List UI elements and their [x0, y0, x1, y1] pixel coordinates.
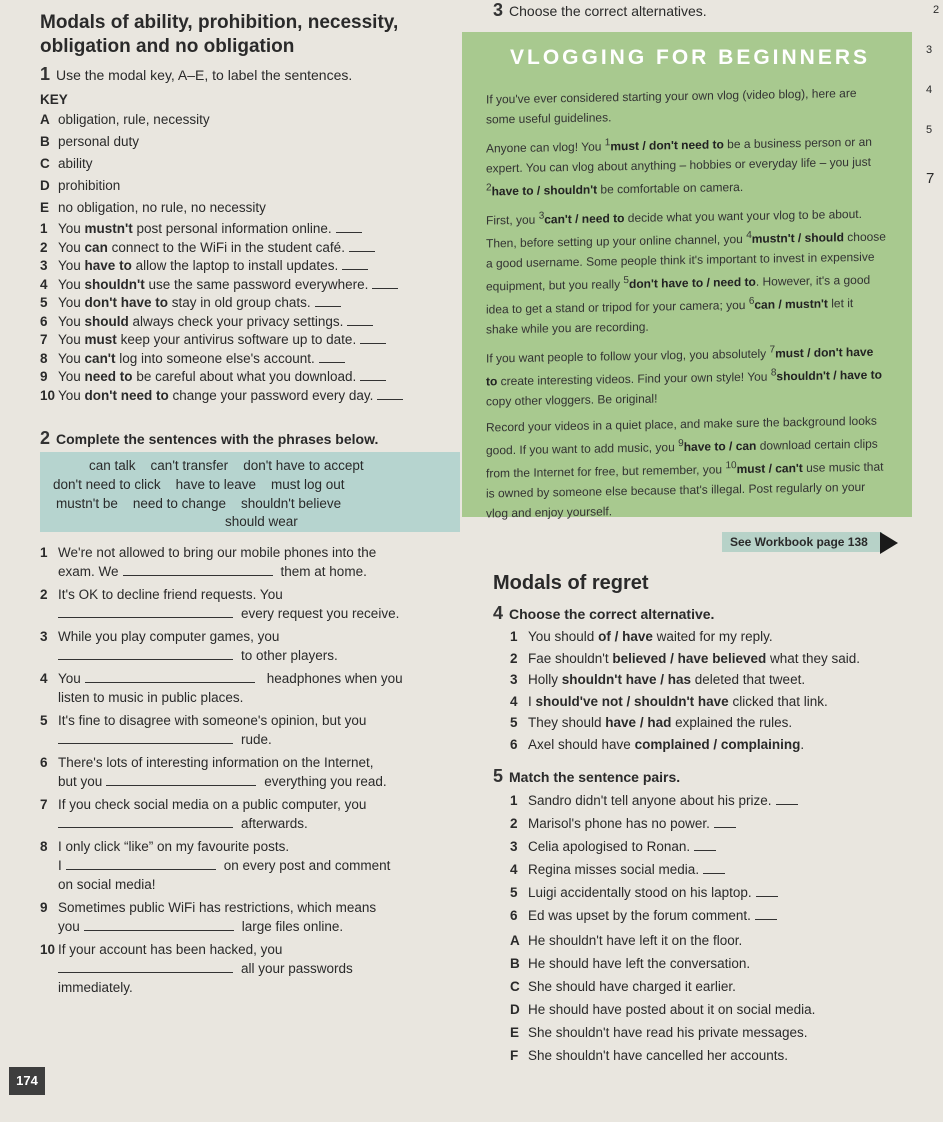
item-number: 7	[40, 332, 48, 347]
ex4-item	[510, 629, 860, 651]
item-number: 2	[40, 587, 48, 602]
answer-blank[interactable]	[360, 380, 386, 381]
phrase: should wear	[225, 514, 298, 529]
key-item	[40, 178, 266, 200]
phrase: mustn't be	[56, 496, 118, 511]
answer-text: She should have charged it earlier.	[528, 979, 736, 994]
item-modal: need to	[84, 369, 133, 384]
ex4-instruction-text: Choose the correct alternative.	[509, 606, 715, 622]
item-text: what they said.	[766, 650, 861, 666]
alternative-choice[interactable]: of / have	[598, 629, 653, 644]
item-text: I	[58, 858, 62, 873]
blog-paragraph-1: If you've ever considered starting your own vlog (video blog), here are some useful guidelines.	[486, 86, 857, 127]
item-number: 9	[40, 900, 48, 915]
blog-paragraph-5	[486, 411, 886, 524]
ex5-item	[510, 862, 798, 885]
item-text: They should	[528, 715, 606, 730]
item-text: log into someone else's account.	[115, 350, 315, 366]
ex1-item	[40, 258, 460, 277]
phrase: can't transfer	[150, 458, 229, 473]
item-text: all your passwords	[241, 961, 353, 976]
ex5-number: 5	[493, 766, 504, 786]
answer-blank[interactable]	[123, 575, 273, 576]
item-text: them at home.	[280, 564, 367, 579]
item-number: 3	[40, 629, 48, 644]
ex1-item	[40, 221, 460, 240]
ex5-heading	[493, 766, 680, 787]
text: use music that is owned by someone else because that's illegal. Post regularly on your vlog and enjoy yourself.	[486, 459, 884, 521]
alternative-1[interactable]: must / don't need to	[610, 137, 724, 154]
ex5-instruction-text: Match the sentence pairs.	[509, 769, 681, 785]
answer-blank[interactable]	[377, 399, 403, 400]
ex5-item	[510, 839, 798, 862]
phrase: don't need to click	[53, 477, 161, 492]
answer-blank[interactable]	[347, 325, 373, 326]
ex1-item	[40, 351, 460, 370]
item-number: 1	[40, 221, 48, 236]
item-number: 4	[40, 276, 48, 292]
item-text: Sometimes public WiFi has restrictions, which means	[58, 900, 377, 915]
item-modal: mustn't	[84, 221, 133, 236]
item-modal: have to	[84, 258, 132, 273]
ex2-heading	[40, 428, 378, 449]
blog-title: VLOGGING FOR BEGINNERS	[510, 46, 871, 69]
phrase: need to change	[132, 496, 226, 511]
ex5-answer	[510, 1048, 815, 1071]
ex1-item	[40, 277, 460, 296]
phrase: shouldn't believe	[240, 496, 342, 511]
phrase: don't have to accept	[243, 458, 364, 473]
item-text: You	[58, 387, 85, 403]
item-text: clicked that link.	[728, 693, 828, 709]
item-text: explained the rules.	[671, 715, 793, 730]
text: copy other vloggers. Be original!	[486, 391, 658, 409]
ex2-item	[40, 942, 460, 999]
item-text: every request you receive.	[241, 606, 400, 621]
answer-blank[interactable]	[58, 617, 233, 618]
alternative-3[interactable]: can't / need to	[544, 211, 625, 227]
item-text: headphones when you	[266, 671, 403, 686]
answer-text: He should have posted about it on social media.	[528, 1002, 816, 1017]
item-number: 9	[40, 369, 48, 384]
ex5-answer	[510, 956, 815, 979]
ex5-sentences	[510, 793, 798, 931]
answer-blank[interactable]	[756, 896, 778, 897]
ex4-heading	[493, 603, 714, 624]
ex4-item	[510, 694, 860, 716]
answer-blank[interactable]	[694, 850, 716, 851]
ex2-number: 2	[40, 428, 51, 448]
item-text: You	[58, 276, 85, 292]
ex2-item	[40, 629, 460, 667]
answer-blank[interactable]	[58, 743, 233, 744]
text: download certain clips from the Internet for free, but remember, you	[486, 436, 878, 481]
ex3-number: 3	[493, 0, 504, 20]
answer-blank[interactable]	[106, 785, 256, 786]
answer-blank[interactable]	[349, 251, 375, 252]
item-text: Luigi accidentally stood on his laptop.	[528, 885, 752, 900]
item-text: on social media!	[58, 877, 156, 892]
answer-blank[interactable]	[776, 804, 798, 805]
alternative-8[interactable]: shouldn't / have to	[776, 367, 882, 384]
item-text: stay in old group chats.	[168, 295, 311, 310]
item-text: I	[528, 693, 536, 709]
item-text: Holly	[528, 672, 562, 687]
answer-letter: A	[510, 933, 520, 948]
key-item	[40, 200, 266, 222]
answer-text: She shouldn't have read his private messages.	[528, 1025, 808, 1040]
item-number: 4	[40, 671, 48, 686]
item-number: 6	[510, 736, 518, 752]
answer-blank[interactable]	[85, 682, 255, 683]
ex1-item	[40, 388, 460, 407]
margin-mark: 7	[926, 170, 935, 187]
ex4-item	[510, 737, 860, 759]
item-text: You	[58, 369, 85, 384]
item-text: Celia apologised to Ronan.	[528, 839, 691, 854]
text: create interesting videos. Find your own style! You	[497, 369, 771, 389]
ex2-item	[40, 839, 460, 896]
answer-blank[interactable]	[372, 288, 398, 289]
margin-mark: 4	[926, 84, 933, 96]
answer-blank[interactable]	[58, 827, 233, 828]
margin-mark: 5	[926, 124, 933, 136]
section-title-line-1: Modals of ability, prohibition, necessity,	[40, 12, 399, 33]
item-text: large files online.	[241, 919, 344, 934]
item-number: 6	[40, 755, 48, 770]
ex5-answers	[510, 933, 815, 1071]
ex1-item	[40, 332, 460, 351]
key-letter: B	[40, 134, 50, 149]
ex2-item	[40, 755, 460, 793]
item-text: If your account has been hacked, you	[58, 942, 283, 957]
item-number: 8	[40, 350, 48, 366]
key-item	[40, 112, 266, 134]
blog-paragraph-4	[486, 339, 886, 412]
ex5-item	[510, 793, 798, 816]
ex2-sentences	[40, 545, 460, 1003]
ex5-item	[510, 908, 798, 931]
text: Anyone can vlog! You	[486, 139, 605, 156]
key-text: obligation, rule, necessity	[58, 112, 210, 127]
ex1-number: 1	[40, 64, 51, 84]
answer-letter: C	[510, 979, 520, 994]
text: . However, it's a good idea to get a stand or tripod for your camera; you	[486, 272, 871, 317]
gap-number: 2	[486, 182, 492, 194]
answer-blank[interactable]	[360, 343, 386, 344]
ex2-item	[40, 587, 460, 625]
item-text: waited for my reply.	[652, 629, 773, 644]
ex2-item	[40, 797, 460, 835]
item-text: you	[58, 919, 80, 934]
section-title-line-2: obligation and no obligation	[40, 36, 295, 57]
item-number: 2	[510, 816, 518, 831]
text: First, you	[486, 212, 539, 228]
item-text: everything you read.	[264, 774, 387, 789]
item-number: 3	[40, 258, 48, 273]
item-modal: shouldn't	[84, 276, 145, 292]
item-text: You	[58, 258, 85, 273]
alternative-choice[interactable]: believed / have believed	[612, 650, 767, 666]
item-text: post personal information online.	[132, 221, 332, 236]
item-text: Fae shouldn't	[528, 650, 613, 666]
key-letter: E	[40, 200, 50, 215]
item-text: on every post and comment	[223, 858, 391, 873]
ex2-instruction-text: Complete the sentences with the phrases below.	[56, 431, 379, 447]
key-text: personal duty	[58, 134, 140, 149]
gap-number: 6	[748, 295, 755, 307]
alternative-5[interactable]: don't have to / need to	[628, 274, 756, 291]
ex4-number: 4	[493, 603, 504, 623]
item-text: You	[58, 313, 85, 329]
item-number: 10	[40, 387, 56, 403]
item-modal: must	[84, 332, 117, 347]
alternative-choice[interactable]: should've not / shouldn't have	[535, 693, 729, 709]
item-number: 1	[510, 793, 518, 808]
answer-blank[interactable]	[319, 362, 345, 363]
item-text: Axel should have	[528, 736, 635, 752]
ex5-item	[510, 885, 798, 908]
item-text: exam. We	[58, 564, 119, 579]
alternative-10[interactable]: must / can't	[736, 460, 803, 477]
alternative-7[interactable]: must / don't have to	[486, 344, 874, 389]
item-text: Sandro didn't tell anyone about his prize.	[528, 793, 772, 808]
gap-number: 3	[538, 210, 545, 222]
item-text: You	[58, 350, 85, 366]
ex5-answer	[510, 979, 815, 1002]
page-number: 174	[9, 1067, 45, 1095]
ex4-item	[510, 651, 860, 673]
answer-blank[interactable]	[66, 869, 216, 870]
item-text: It's fine to disagree with someone's opinion, but you	[58, 713, 367, 728]
item-modal: should	[84, 313, 129, 329]
item-text: rude.	[241, 732, 272, 747]
item-text: You	[58, 332, 85, 347]
ex2-item	[40, 671, 460, 709]
key-item	[40, 156, 266, 178]
item-text: deleted that tweet.	[691, 672, 806, 687]
item-text: afterwards.	[241, 816, 308, 831]
answer-letter: F	[510, 1048, 519, 1063]
item-text: You	[58, 671, 81, 686]
item-text: There's lots of interesting information on the Internet,	[58, 755, 374, 770]
item-number: 4	[510, 693, 518, 709]
text: Record your videos in a quiet place, and make sure the background looks good. If you want to add music, you	[486, 413, 877, 458]
phrase: can talk	[89, 458, 136, 473]
ex3-instruction-text: Choose the correct alternatives.	[509, 3, 707, 19]
item-number: 3	[510, 672, 518, 687]
ex2-item	[40, 900, 460, 938]
answer-text: He shouldn't have left it on the floor.	[528, 933, 743, 948]
item-text: listen to music in public places.	[58, 690, 244, 705]
ex5-item	[510, 816, 798, 839]
key-list	[40, 112, 266, 222]
item-text: Marisol's phone has no power.	[528, 816, 710, 831]
ex1-instruction	[40, 64, 352, 85]
ex5-answer	[510, 1002, 815, 1025]
item-text: You	[58, 239, 85, 255]
text: If you want people to follow your vlog, you absolutely	[486, 346, 770, 366]
alternative-choice[interactable]: have / had	[605, 715, 672, 730]
blog-paragraph-2	[486, 129, 886, 202]
item-text: always check your privacy settings.	[128, 313, 344, 329]
answer-text: She shouldn't have cancelled her accounts.	[528, 1048, 789, 1063]
phrase: must log out	[271, 477, 345, 492]
gap-number: 1	[604, 137, 611, 149]
gap-number: 8	[770, 367, 777, 379]
answer-blank[interactable]	[336, 232, 362, 233]
item-number: 3	[510, 839, 518, 854]
item-text: Regina misses social media.	[528, 862, 700, 877]
ex1-sentences	[40, 221, 460, 406]
blog-text	[486, 83, 886, 524]
answer-blank[interactable]	[703, 873, 725, 874]
key-letter: D	[40, 178, 50, 193]
text: decide what you want your vlog to be about. Then, before setting up your online channel, you	[486, 206, 862, 251]
item-number: 7	[40, 797, 48, 812]
item-number: 5	[40, 713, 48, 728]
item-number: 6	[510, 908, 518, 923]
workbook-reference[interactable]: See Workbook page 138	[722, 532, 882, 552]
ex4-item	[510, 672, 860, 694]
item-text: You	[58, 295, 85, 310]
answer-blank[interactable]	[315, 306, 341, 307]
answer-blank[interactable]	[342, 269, 368, 270]
key-text: prohibition	[58, 178, 121, 193]
text: be a business person or an expert. You can vlog about anything – hobbies or everyday life – you just	[486, 134, 872, 176]
item-text: You	[58, 221, 85, 236]
alternative-6[interactable]: can / mustn't	[754, 296, 828, 312]
key-label: KEY	[40, 92, 68, 107]
key-letter: A	[40, 112, 50, 127]
ex2-item	[40, 713, 460, 751]
text: choose a good username. Some people think it's important to invest in expensive equipment, but you really	[486, 229, 886, 294]
answer-blank[interactable]	[84, 930, 234, 931]
text: let it shake while you are recording.	[486, 296, 854, 337]
item-number: 1	[510, 629, 518, 644]
item-text: connect to the WiFi in the student café.	[107, 239, 345, 255]
item-number: 1	[40, 545, 48, 560]
answer-blank[interactable]	[58, 659, 233, 660]
item-modal: can	[84, 239, 108, 255]
item-text: We're not allowed to bring our mobile phones into the	[58, 545, 377, 560]
item-text: Ed was upset by the forum comment.	[528, 908, 751, 923]
answer-letter: D	[510, 1002, 520, 1017]
ex1-instruction-text: Use the modal key, A–E, to label the sentences.	[56, 67, 353, 83]
key-item	[40, 134, 266, 156]
item-number: 8	[40, 839, 48, 854]
gap-number: 5	[623, 274, 629, 287]
phrase: have to leave	[175, 477, 256, 492]
item-text: If you check social media on a public computer, you	[58, 797, 367, 812]
answer-letter: E	[510, 1025, 520, 1040]
item-text: allow the laptop to install updates.	[131, 258, 339, 273]
item-text: You should	[528, 629, 599, 644]
item-modal: can't	[84, 350, 116, 366]
item-text: It's OK to decline friend requests. You	[58, 587, 283, 602]
item-number: 10	[40, 942, 56, 957]
blog-paragraph-3	[486, 201, 886, 340]
alternative-choice[interactable]: shouldn't have / has	[561, 672, 691, 687]
item-text: .	[800, 736, 805, 752]
ex1-item	[40, 314, 460, 333]
item-number: 6	[40, 313, 48, 329]
alternative-choice[interactable]: complained / complaining	[634, 736, 801, 752]
ex3-heading	[493, 0, 707, 21]
item-text: immediately.	[58, 980, 133, 995]
alternative-4[interactable]: mustn't / should	[751, 230, 844, 246]
ex5-answer	[510, 1025, 815, 1048]
phrase-box	[40, 452, 460, 532]
ex1-item	[40, 295, 460, 314]
margin-mark: 2	[933, 4, 940, 16]
gap-number: 4	[746, 229, 752, 241]
item-text: change your password every day.	[168, 387, 374, 403]
key-text: no obligation, no rule, no necessity	[58, 200, 266, 215]
item-number: 5	[510, 885, 518, 900]
margin-mark: 3	[926, 44, 933, 56]
answer-text: He should have left the conversation.	[528, 956, 751, 971]
answer-blank[interactable]	[755, 919, 777, 920]
item-text: but you	[58, 774, 103, 789]
answer-blank[interactable]	[58, 972, 233, 973]
alternative-2[interactable]: have to / shouldn't	[491, 182, 598, 199]
regret-title: Modals of regret	[493, 572, 649, 594]
item-number: 2	[510, 650, 518, 666]
item-number: 4	[510, 862, 518, 877]
item-text: to other players.	[241, 648, 338, 663]
item-number: 2	[40, 239, 48, 255]
item-text: be careful about what you download.	[132, 369, 357, 384]
ex2-item	[40, 545, 460, 583]
item-number: 5	[510, 715, 518, 730]
gap-number: 7	[769, 344, 776, 356]
gap-number: 9	[678, 438, 684, 450]
item-text: keep your antivirus software up to date.	[116, 332, 357, 347]
gap-number: 10	[725, 460, 737, 472]
ex1-item	[40, 369, 460, 388]
item-number: 5	[40, 295, 48, 310]
item-text: I only click “like” on my favourite posts.	[58, 839, 290, 854]
item-modal: don't have to	[84, 295, 169, 310]
item-text: While you play computer games, you	[58, 629, 280, 644]
answer-blank[interactable]	[714, 827, 736, 828]
ex5-answer	[510, 933, 815, 956]
item-text: use the same password everywhere.	[144, 276, 369, 292]
alternative-9[interactable]: have to / can	[683, 438, 757, 455]
key-text: ability	[58, 156, 93, 171]
key-letter: C	[40, 156, 50, 171]
ex4-sentences	[510, 629, 860, 758]
arrow-right-icon	[880, 532, 898, 554]
text: be comfortable on camera.	[597, 180, 744, 197]
ex1-item	[40, 240, 460, 259]
ex4-item	[510, 715, 860, 737]
item-modal: don't need to	[84, 387, 169, 403]
answer-letter: B	[510, 956, 520, 971]
